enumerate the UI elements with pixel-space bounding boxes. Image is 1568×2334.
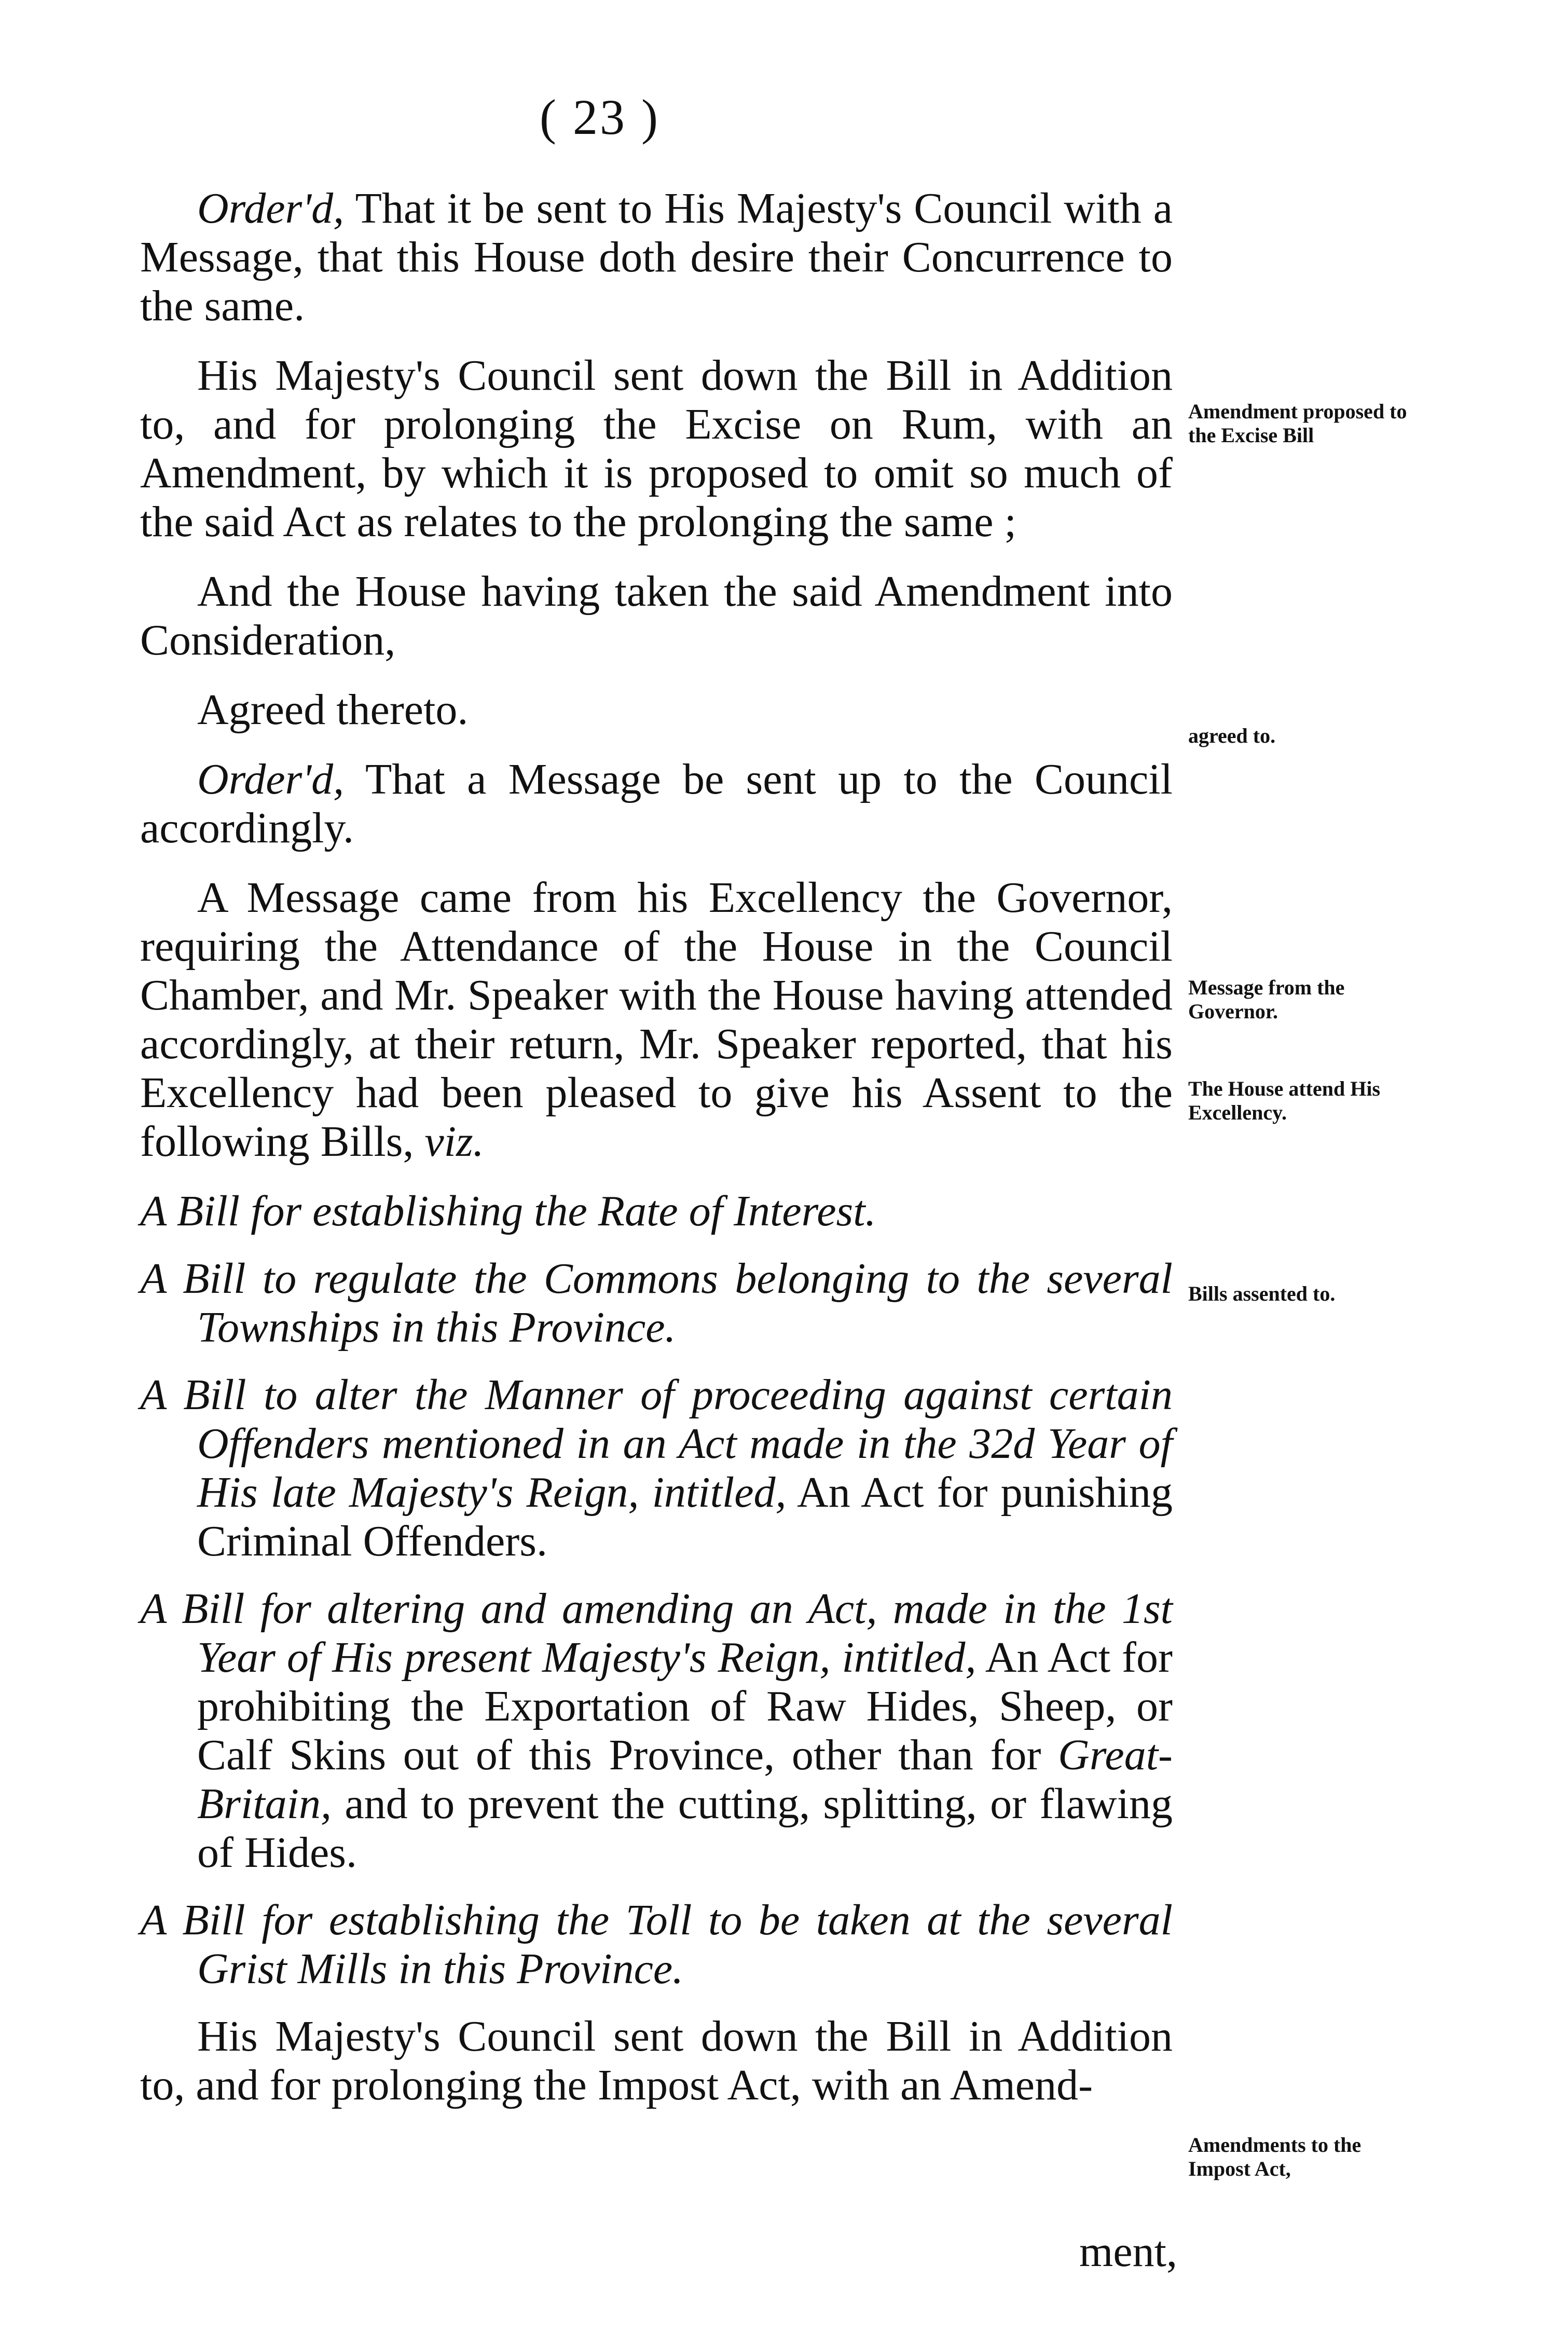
act-title: An Act for prohibiting the Exportation of Raw Hides, Sheep, or Calf Skins out of this Province, other than for [197,1633,1173,1779]
act-title: An Act for punishing Criminal Offenders. [197,1468,1173,1565]
bill-interest [140,1187,1173,1236]
page-number: ( 23 ) [540,89,660,145]
bill-title: A Bill to alter the Manner of proceeding against certain Offenders mentioned in an Act made in the 32d Year of His late Majesty's Reign, intitled, [140,1371,1173,1517]
bill-hides [140,1585,1173,1877]
place-name: Great-Britain, [197,1731,1173,1828]
paragraph-text: His Majesty's Council sent down the Bill in Addition to, and for prolonging the Excise on Rum, with an Amendment, by which it is proposed to omit so much of the said Act as relates to the prolonging the same ; [140,351,1173,546]
paragraph-order-accordingly [140,755,1173,853]
act-title-continued: and to prevent the cutting, splitting, or flawing of Hides. [197,1780,1173,1877]
bill-offenders [140,1371,1173,1566]
bill-title: A Bill to regulate the Commons belonging to the several Townships in this Province. [140,1254,1173,1352]
paragraph-consideration [140,567,1173,665]
catchword: ment, [1079,2228,1177,2276]
paragraph-text: And the House having taken the said Amendment into Consideration, [140,567,1173,664]
margin-note-agreed: agreed to. [1188,724,1276,747]
paragraph-text: A Message came from his Excellency the Governor, requiring the Attendance of the House in the Council Chamber, and Mr. Speaker with the House having attended accordingly, at their return, Mr. Speaker reported, that his Excellency had been pleased to give his Assent to the following Bills, [140,873,1173,1166]
paragraph-agreed [140,686,1173,734]
paragraph-text: His Majesty's Council sent down the Bill in Addition to, and for prolonging the Impost Act, with an Amend- [140,2012,1173,2109]
paragraph-text: Agreed thereto. [197,686,469,734]
main-text [140,184,1173,2131]
paragraph-excise-bill [140,351,1173,547]
paragraph-text: That a Message be sent up to the Council accordingly. [140,755,1173,852]
margin-note-attend: The House attend His Excellency. [1188,1077,1381,1124]
margin-note-message: Message from the Governor. [1188,976,1345,1023]
bill-commons [140,1254,1173,1352]
paragraph-text: That it be sent to His Majesty's Council with a Message, that this House doth desire their Concurrence to the same. [140,184,1173,330]
bill-title: A Bill for establishing the Toll to be taken at the several Grist Mills in this Province. [140,1896,1173,1993]
bill-grist-mills [140,1896,1173,1994]
margin-note-excise: Amendment proposed to the Excise Bill [1188,400,1407,447]
margin-note-impost: Amendments to the Impost Act, [1188,2133,1361,2180]
paragraph-order-message-council [140,184,1173,331]
paragraph-governor-message [140,873,1173,1166]
order-label: Order'd, [197,755,345,803]
paragraph-impost [140,2012,1173,2110]
bill-title: A Bill for establishing the Rate of Interest. [140,1187,876,1235]
margin-note-assented: Bills assented to. [1188,1282,1336,1305]
bill-title: A Bill for altering and amending an Act, made in the 1st Year of His present Majesty's Reign, intitled, [140,1585,1173,1682]
order-label: Order'd, [197,184,345,233]
viz-label: viz. [424,1117,484,1166]
